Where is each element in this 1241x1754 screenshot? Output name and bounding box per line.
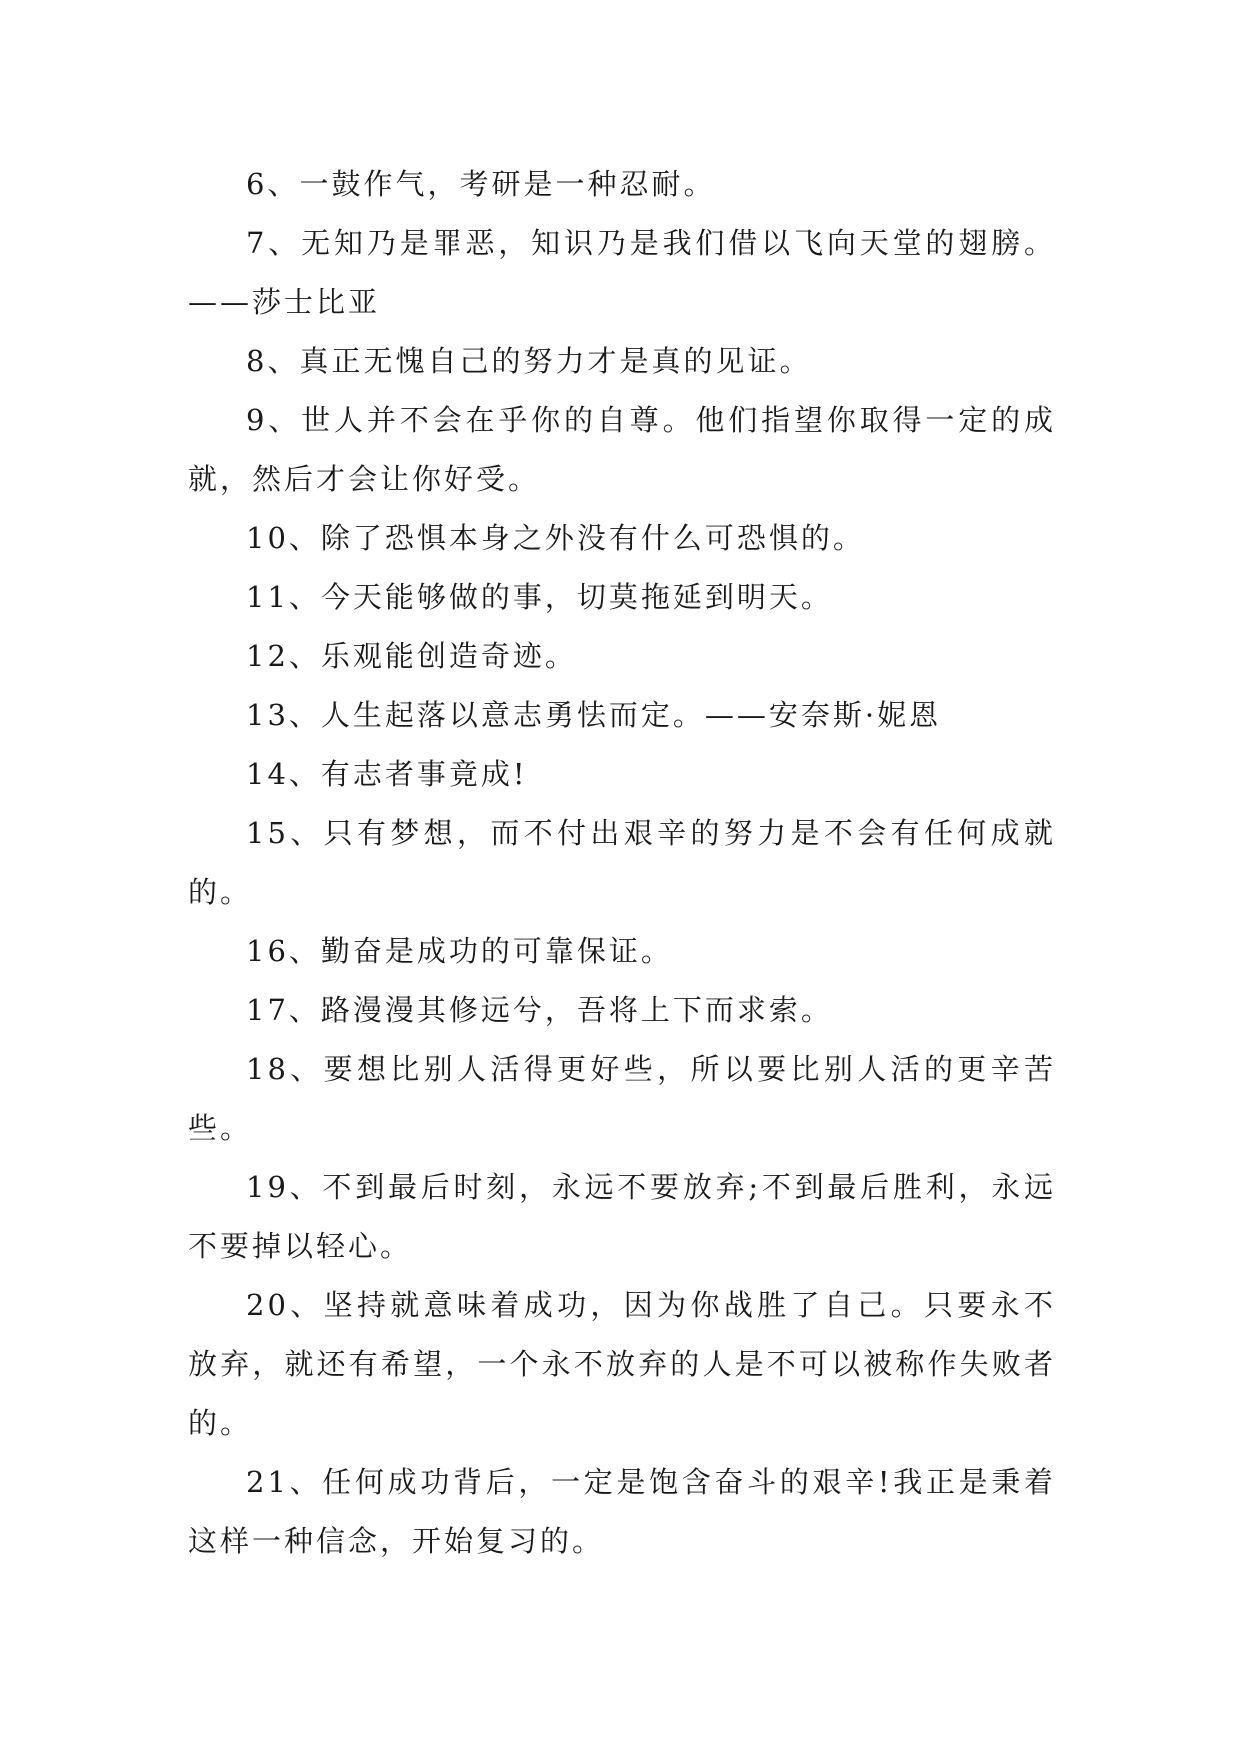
paragraph-21: 21、任何成功背后，一定是饱含奋斗的艰辛!我正是秉着这样一种信念，开始复习的。	[188, 1465, 1056, 1558]
paragraph-14: 14、有志者事竟成!	[246, 757, 528, 791]
paragraph-18: 18、要想比别人活得更好些，所以要比别人活的更辛苦些。	[188, 1052, 1056, 1145]
paragraph-13: 13、人生起落以意志勇怯而定。——安奈斯·妮恩	[246, 698, 942, 732]
paragraph-10: 10、除了恐惧本身之外没有什么可恐惧的。	[246, 521, 865, 555]
paragraph-17: 17、路漫漫其修远兮，吾将上下而求索。	[246, 993, 833, 1027]
paragraph-19: 19、不到最后时刻，永远不要放弃;不到最后胜利，永远不要掉以轻心。	[188, 1170, 1056, 1263]
paragraph-6: 6、一鼓作气，考研是一种忍耐。	[246, 167, 716, 201]
paragraph-11: 11、今天能够做的事，切莫拖延到明天。	[246, 580, 833, 614]
paragraph-7: 7、无知乃是罪恶，知识乃是我们借以飞向天堂的翅膀。——莎士比亚	[188, 226, 1056, 319]
paragraph-16: 16、勤奋是成功的可靠保证。	[246, 934, 673, 968]
paragraph-9: 9、世人并不会在乎你的自尊。他们指望你取得一定的成就，然后才会让你好受。	[188, 403, 1056, 496]
paragraph-12: 12、乐观能创造奇迹。	[246, 639, 577, 673]
paragraph-8: 8、真正无愧自己的努力才是真的见证。	[246, 344, 812, 378]
document-body	[188, 155, 1056, 1571]
paragraph-20: 20、坚持就意味着成功，因为你战胜了自己。只要永不放弃，就还有希望，一个永不放弃的人是不可以被称作失败者的。	[188, 1288, 1056, 1440]
paragraph-15: 15、只有梦想，而不付出艰辛的努力是不会有任何成就的。	[188, 816, 1056, 909]
